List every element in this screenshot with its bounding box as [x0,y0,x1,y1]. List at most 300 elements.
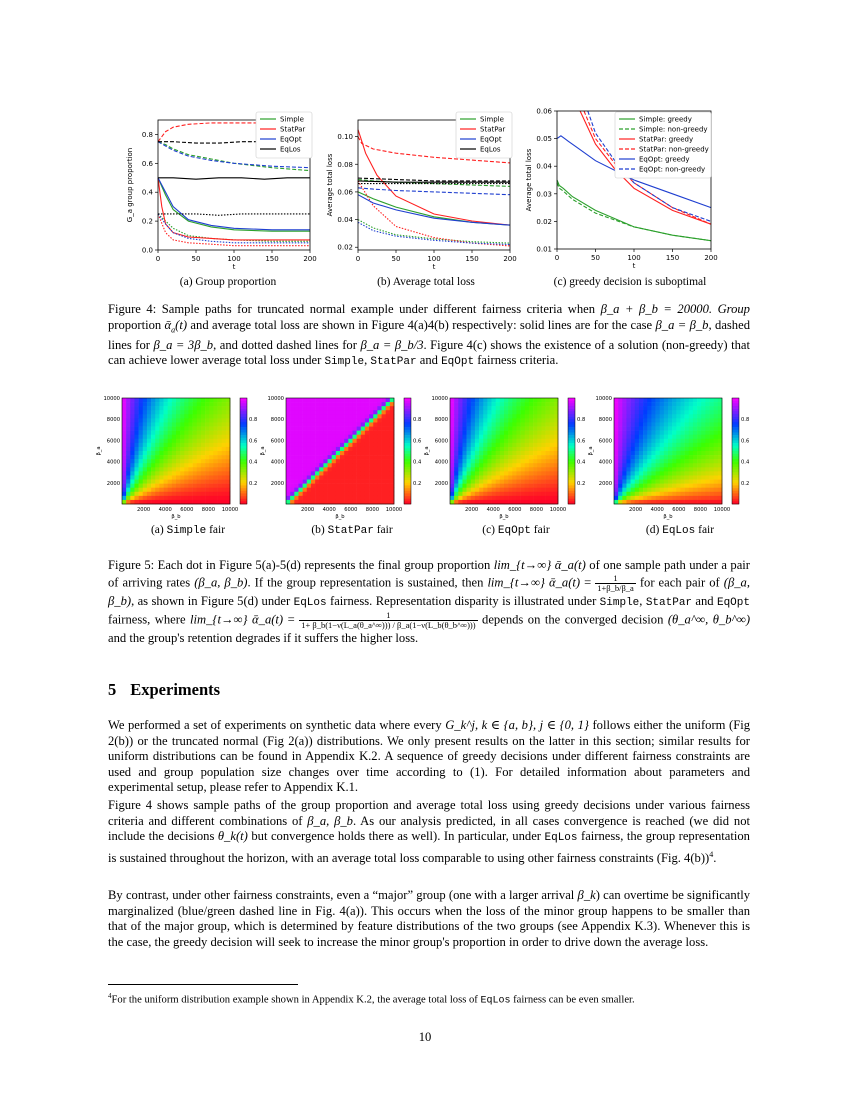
heat-cell [471,467,475,471]
heat-cell [188,439,192,443]
heat-cell [639,484,643,488]
heat-cell [365,439,369,443]
heat-cell [537,443,541,447]
heat-cell [647,475,651,479]
heat-cell [176,488,180,492]
heat-cell [668,459,672,463]
heat-cell [209,459,213,463]
heat-cell [311,447,315,451]
heat-cell [197,500,201,504]
heat-cell [487,455,491,459]
heat-cell [213,467,217,471]
heat-cell [550,431,554,435]
footnote: $^4$For the uniform distribution example shown in Appendix K.2, the average total loss of EqLos fairness can be even smaller. [108,992,635,1007]
heat-cell [139,455,143,459]
heat-cell [303,414,307,418]
heat-cell [180,414,184,418]
heat-cell [159,410,163,414]
heat-cell [218,455,222,459]
heat-cell [546,427,550,431]
heat-cell [639,475,643,479]
fraction-2: $\frac{1}{1+ \beta\_b(1-\nu(L\_a(\theta\_a\^{}\infty))) / \beta\_a(1-\nu(L\_b(\theta\_b\^{}\infty)))}$ [301,610,476,630]
heat-cell [656,459,660,463]
heat-cell [516,418,520,422]
heat-cell [718,402,722,406]
heat-cell [218,431,222,435]
heat-cell [298,447,302,451]
heat-cell [483,431,487,435]
heat-cell [475,496,479,500]
heat-cell [369,427,373,431]
heat-cell [286,492,290,496]
heat-cell [209,496,213,500]
heat-cell [664,484,668,488]
heat-cell [361,500,365,504]
heat-cell [155,480,159,484]
heat-cell [626,435,630,439]
heat-cell [213,398,217,402]
heat-cell [168,484,172,488]
heat-cell [643,422,647,426]
heat-cell [307,439,311,443]
heat-cell [139,488,143,492]
heat-cell [336,410,340,414]
heat-cell [529,480,533,484]
heat-cell [373,451,377,455]
heat-cell [303,488,307,492]
heat-cell [718,463,722,467]
heat-cell [718,459,722,463]
heat-cell [373,500,377,504]
heat-cell [315,406,319,410]
heat-cell [197,402,201,406]
heat-cell [155,467,159,471]
heat-cell [643,496,647,500]
colorbar-cell [404,432,411,435]
colorbar-cell [240,462,247,465]
heat-cell [130,459,134,463]
heat-cell [315,414,319,418]
x-tick-label-1: 50 [191,255,201,263]
heat-cell [386,398,390,402]
heat-cell [680,443,684,447]
colorbar-cell [240,438,247,441]
heat-cell [496,439,500,443]
heat-cell [222,488,226,492]
heat-cell [323,492,327,496]
heat-cell [361,455,365,459]
heat-cell [714,402,718,406]
heat-cell [618,496,622,500]
heat-cell [307,467,311,471]
heat-cell [340,435,344,439]
heat-cell [693,459,697,463]
heat-cell [336,463,340,467]
heat-cell [143,402,147,406]
heat-cell [213,418,217,422]
heat-cell [159,422,163,426]
heat-cell [377,451,381,455]
heat-cell [622,398,626,402]
heat-cell [647,447,651,451]
heat-cell [336,471,340,475]
heat-cell [554,439,558,443]
heat-cell [205,467,209,471]
heat-cell [710,480,714,484]
heat-cell [130,414,134,418]
heat-cell [222,451,226,455]
heat-cell [357,443,361,447]
heat-cell [134,463,138,467]
heat-cell [710,492,714,496]
heat-cell [365,418,369,422]
heat-cell [340,471,344,475]
heat-cell [130,435,134,439]
heat-cell [454,406,458,410]
heat-cell [664,418,668,422]
heat-cell [471,418,475,422]
heat-cell [450,398,454,402]
heat-cell [201,447,205,451]
heat-cell [209,402,213,406]
heat-cell [676,467,680,471]
heat-cell [529,484,533,488]
heat-cell [311,467,315,471]
heat-cell [176,435,180,439]
heat-cell [546,475,550,479]
heat-cell [205,463,209,467]
heat-cell [512,459,516,463]
colorbar-cell [732,419,739,422]
heat-cell [697,410,701,414]
heat-cell [180,484,184,488]
legend-label-2: EqOpt [480,135,502,144]
heat-cell [685,398,689,402]
heat-cell [693,455,697,459]
heat-cell [336,422,340,426]
heat-cell [685,484,689,488]
heat-cell [512,427,516,431]
subcaption-5a: (a) Simple fair [150,524,226,537]
heat-cell [147,471,151,475]
heat-cell [496,500,500,504]
heat-cell [504,418,508,422]
heat-cell [168,488,172,492]
heat-cell [479,414,483,418]
heat-cell [647,471,651,475]
x-tick-label-4: 10000 [713,507,731,513]
heat-cell [500,480,504,484]
heat-cell [168,435,172,439]
heat-cell [348,467,352,471]
colorbar-cell [732,398,739,401]
heat-cell [340,480,344,484]
heat-cell [714,471,718,475]
colorbar-cell [404,480,411,483]
heat-cell [164,414,168,418]
heat-cell [369,422,373,426]
heat-cell [701,398,705,402]
heat-cell [475,451,479,455]
heat-cell [529,459,533,463]
heat-cell [139,410,143,414]
heat-cell [307,488,311,492]
heat-cell [651,406,655,410]
y-tick-label-2: 6000 [434,438,448,445]
heat-cell [323,455,327,459]
heat-cell [303,435,307,439]
heat-cell [386,418,390,422]
heat-cell [390,435,394,439]
heat-cell [168,422,172,426]
heat-cell [328,475,332,479]
heat-cell [467,467,471,471]
heat-cell [467,431,471,435]
heat-cell [323,414,327,418]
heat-cell [311,406,315,410]
heat-cell [373,427,377,431]
heat-cell [467,410,471,414]
heat-cell [710,500,714,504]
heat-cell [492,459,496,463]
heat-cell [500,496,504,500]
heat-cell [197,435,201,439]
heat-cell [639,480,643,484]
heat-cell [635,439,639,443]
heat-cell [209,406,213,410]
colorbar-cell [732,422,739,425]
heat-cell [365,447,369,451]
heat-cell [454,496,458,500]
heat-cell [504,398,508,402]
heat-cell [622,431,626,435]
heat-cell [618,467,622,471]
heat-cell [361,443,365,447]
heat-cell [130,398,134,402]
heat-cell [226,480,230,484]
heat-cell [319,475,323,479]
heat-cell [373,435,377,439]
heat-cell [122,475,126,479]
heat-cell [176,414,180,418]
heat-cell [614,467,618,471]
heat-cell [218,443,222,447]
heat-cell [143,427,147,431]
heat-cell [689,427,693,431]
heat-cell [508,435,512,439]
heat-cell [639,488,643,492]
heat-cell [139,406,143,410]
heat-cell [303,443,307,447]
heat-cell [307,451,311,455]
heat-cell [680,496,684,500]
heat-cell [303,471,307,475]
heat-cell [651,410,655,414]
heat-cell [147,439,151,443]
heat-cell [660,471,664,475]
heat-cell [647,455,651,459]
colorbar-cell [240,398,247,401]
heat-cell [512,467,516,471]
heat-cell [516,427,520,431]
heat-cell [685,443,689,447]
colorbar-cell [240,472,247,475]
heat-cell [710,414,714,418]
heat-cell [155,447,159,451]
heat-cell [126,471,130,475]
heat-cell [483,398,487,402]
heat-cell [319,484,323,488]
heat-cell [159,406,163,410]
heat-cell [390,410,394,414]
heat-cell [226,447,230,451]
heat-cell [382,451,386,455]
heat-cell [676,439,680,443]
heat-cell [172,406,176,410]
heat-cell [344,455,348,459]
colorbar-label-3: 0.8 [741,417,750,424]
heat-cell [487,475,491,479]
heat-cell [471,402,475,406]
heat-cell [631,398,635,402]
heat-cell [290,463,294,467]
colorbar-cell [404,467,411,470]
heat-cell [483,471,487,475]
heat-cell [529,427,533,431]
heat-cell [286,439,290,443]
heat-cell [352,431,356,435]
heat-cell [122,455,126,459]
heat-cell [188,455,192,459]
heat-cell [197,439,201,443]
heat-cell [303,467,307,471]
heat-cell [685,467,689,471]
heat-cell [134,500,138,504]
heat-cell [492,398,496,402]
heat-cell [319,431,323,435]
heat-cell [147,427,151,431]
heat-cell [311,439,315,443]
heat-cell [639,455,643,459]
heat-cell [323,447,327,451]
heat-cell [307,422,311,426]
heat-cell [357,435,361,439]
heat-cell [701,467,705,471]
colorbar-cell [732,488,739,491]
heat-cell [180,451,184,455]
heat-cell [475,431,479,435]
heat-cell [479,467,483,471]
heat-cell [159,418,163,422]
heat-cell [188,402,192,406]
heat-cell [315,492,319,496]
heat-cell [180,488,184,492]
heat-cell [554,443,558,447]
colorbar-cell [404,411,411,414]
heat-cell [533,443,537,447]
heat-cell [155,435,159,439]
heat-cell [714,463,718,467]
colorbar-cell [568,403,575,406]
heat-cell [377,455,381,459]
heat-cell [193,475,197,479]
heat-cell [340,418,344,422]
heat-cell [467,398,471,402]
heat-cell [521,414,525,418]
heat-cell [635,455,639,459]
heat-cell [454,451,458,455]
heat-cell [151,398,155,402]
heat-cell [492,418,496,422]
heat-cell [193,500,197,504]
heat-cell [508,488,512,492]
heat-cell [193,451,197,455]
heat-cell [365,459,369,463]
heat-cell [508,410,512,414]
heat-cell [714,398,718,402]
heat-cell [373,463,377,467]
colorbar-cell [568,475,575,478]
heat-cell [693,447,697,451]
heat-cell [193,484,197,488]
heat-cell [369,463,373,467]
y-tick-label-3: 8000 [106,417,120,424]
heat-cell [122,422,126,426]
x-tick-label-2: 100 [627,254,641,262]
heat-cell [651,463,655,467]
heat-cell [298,459,302,463]
heat-cell [390,447,394,451]
heat-cell [348,418,352,422]
heat-cell [685,480,689,484]
heat-cell [336,488,340,492]
heat-cell [714,431,718,435]
heat-cell [130,488,134,492]
heat-cell [386,439,390,443]
heat-cell [668,492,672,496]
heat-cell [184,459,188,463]
heat-cell [311,463,315,467]
colorbar-label-3: 0.8 [249,417,258,424]
heat-cell [554,496,558,500]
heat-cell [647,459,651,463]
heat-cell [550,414,554,418]
colorbar-label-3: 0.8 [413,417,422,424]
heat-cell [697,443,701,447]
heat-cell [450,439,454,443]
heat-cell [315,463,319,467]
heat-cell [373,414,377,418]
heat-cell [213,463,217,467]
heat-cell [193,471,197,475]
heat-cell [344,410,348,414]
colorbar-label-1: 0.4 [741,459,750,466]
heat-cell [201,488,205,492]
heat-cell [357,484,361,488]
heat-cell [168,451,172,455]
heat-cell [226,435,230,439]
heat-cell [483,427,487,431]
heat-cell [294,439,298,443]
heat-cell [122,402,126,406]
heat-cell [693,496,697,500]
heat-cell [533,455,537,459]
heat-cell [450,484,454,488]
heat-cell [168,443,172,447]
heat-cell [718,410,722,414]
heat-cell [471,492,475,496]
heat-cell [369,451,373,455]
